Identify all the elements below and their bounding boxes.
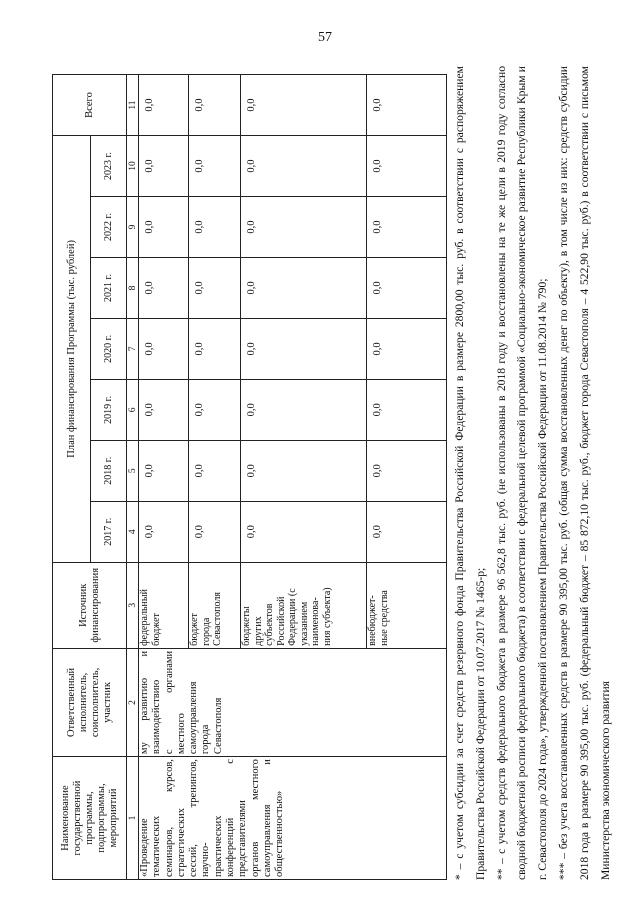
value-cell: 0,0 xyxy=(367,501,447,562)
value-cell: 0,0 xyxy=(189,257,241,318)
value-cell: 0,0 xyxy=(139,136,189,197)
row-responsible xyxy=(139,651,225,754)
value-cell: 0,0 xyxy=(367,379,447,440)
source-line: наименова- xyxy=(310,597,321,646)
value-cell: 0,0 xyxy=(139,197,189,258)
header-year: 2020 г. xyxy=(91,318,127,379)
column-number: 1 xyxy=(127,757,139,880)
value-cell: 0,0 xyxy=(139,257,189,318)
value-cell: 0,0 xyxy=(241,318,367,379)
value-cell: 0,0 xyxy=(367,197,447,258)
source-line: других xyxy=(252,616,264,646)
value-cell: 0,0 xyxy=(241,75,367,136)
value-cell: 0,0 xyxy=(189,136,241,197)
page-number: 57 xyxy=(318,30,332,45)
value-cell: 0,0 xyxy=(189,440,241,501)
value-cell: 0,0 xyxy=(139,318,189,379)
column-number: 10 xyxy=(127,136,139,197)
row-responsible-line: местного xyxy=(175,713,187,755)
source-row-federal xyxy=(139,75,189,880)
value-cell: 0,0 xyxy=(367,136,447,197)
row-name-line: самоуправления и xyxy=(261,759,273,877)
source-cell xyxy=(189,562,241,648)
value-cell: 0,0 xyxy=(139,379,189,440)
row-name-line: научно- xyxy=(200,842,212,877)
row-responsible-line: му развитию и xyxy=(139,650,150,755)
row-name-line: практических xyxy=(212,815,224,877)
row-name-line: органов местного xyxy=(249,759,261,877)
value-cell: 0,0 xyxy=(241,501,367,562)
source-line: бюджеты xyxy=(241,606,252,646)
column-number: 8 xyxy=(127,257,139,318)
value-cell: 0,0 xyxy=(367,440,447,501)
source-line: бюджет xyxy=(150,613,162,646)
header-year: 2017 г. xyxy=(91,501,127,562)
value-cell: 0,0 xyxy=(241,197,367,258)
header-year: 2019 г. xyxy=(91,379,127,440)
source-line: внебюджет- xyxy=(367,595,378,646)
row-responsible-line: взаимодействию xyxy=(151,679,163,755)
row-responsible-line: с органами xyxy=(163,650,175,755)
source-cell xyxy=(139,562,189,648)
source-line: бюджет xyxy=(189,613,200,646)
financing-table xyxy=(52,74,447,880)
row-responsible-cell xyxy=(139,648,447,756)
row-name-line: стратегических xyxy=(175,807,187,877)
source-cell xyxy=(241,562,367,648)
row-name-line: представителями xyxy=(237,800,249,877)
value-cell: 0,0 xyxy=(241,136,367,197)
value-cell: 0,0 xyxy=(139,75,189,136)
row-name-line: сессий, тренингов, xyxy=(188,759,200,877)
source-line: Федерации (с xyxy=(287,588,298,646)
row-responsible-line: Севастополя xyxy=(212,697,224,755)
value-cell: 0,0 xyxy=(139,440,189,501)
source-line: указанием xyxy=(298,601,310,646)
column-number: 7 xyxy=(127,318,139,379)
source-line: города xyxy=(200,617,212,646)
header-total: Всего xyxy=(53,75,127,136)
value-cell: 0,0 xyxy=(189,318,241,379)
header-plan: План финансирования Программы (тыс. рублей) xyxy=(53,136,91,563)
row-name-line: семинаров, курсов, xyxy=(163,759,175,877)
row-responsible-line: самоуправления xyxy=(188,681,200,755)
row-responsible-line: города xyxy=(200,724,212,755)
rotated-page-content xyxy=(52,60,612,880)
source-line: федеральный xyxy=(139,589,150,646)
column-number: 2 xyxy=(127,648,139,756)
header-year: 2022 г. xyxy=(91,197,127,258)
value-cell: 0,0 xyxy=(367,75,447,136)
source-line: Российской xyxy=(275,596,287,646)
column-number: 5 xyxy=(127,440,139,501)
value-cell: 0,0 xyxy=(241,257,367,318)
column-number: 4 xyxy=(127,501,139,562)
header-year: 2021 г. xyxy=(91,257,127,318)
footnote: *** – без учета восстановленных средств в размере 90 395,00 тыс. руб. (общая сумма восстановленных денег по объекту), в том числе из них: средств субсидии 2018 года в размере 90 395,00 тыс. руб. (федеральный бюджет – 85 872,10 тыс. руб., бюджет города Севастополя – 4 522,90 тыс. руб.) в соответствии с письмом Министерства экономического развития xyxy=(556,66,612,880)
value-cell: 0,0 xyxy=(241,440,367,501)
value-cell: 0,0 xyxy=(367,318,447,379)
column-number: 11 xyxy=(127,75,139,136)
value-cell: 0,0 xyxy=(189,197,241,258)
source-line: субъектов xyxy=(264,603,275,646)
row-name-cell xyxy=(139,757,447,880)
value-cell: 0,0 xyxy=(241,379,367,440)
row-name xyxy=(139,759,287,877)
footnote: ** – с учетом средств федерального бюджета в размере 96 562,8 тыс. руб. (не использованы в 2018 году и восстановлены на те же цели в 2019 году согласно сводной бюджетной росписи федерального бюджета) в соответствии с федеральной целевой программой «Социально-экономическое развитие Республики Крым и г. Севастополя до 2024 года», утвержденной постановлением Правительства Российской Федерации от 11.08.2014 № 790; xyxy=(494,66,550,880)
value-cell: 0,0 xyxy=(189,379,241,440)
source-line: ные средства xyxy=(378,590,390,646)
value-cell: 0,0 xyxy=(367,257,447,318)
value-cell: 0,0 xyxy=(189,75,241,136)
column-number: 6 xyxy=(127,379,139,440)
header-year: 2023 г. xyxy=(91,136,127,197)
source-line: Севастополя xyxy=(212,592,223,646)
row-name-line: конференций с xyxy=(225,759,237,877)
source-line: ния субъекта) xyxy=(321,587,333,646)
header-responsible: Ответственный исполнитель, соисполнитель, участник xyxy=(53,648,127,756)
source-cell xyxy=(367,562,447,648)
footnotes xyxy=(450,66,616,880)
row-name-line: общественностью» xyxy=(274,790,286,877)
row-name-line: «Проведение xyxy=(139,818,150,877)
value-cell: 0,0 xyxy=(139,501,189,562)
header-name: Наименование государственной программы, подпрограммы, мероприятий xyxy=(53,757,127,880)
header-source: Источник финансирования xyxy=(53,562,127,648)
row-name-line: тематических xyxy=(151,815,163,877)
footnote: * – с учетом субсидии за счет средств резервного фонда Правительства Российской Федерации в размере 2800,00 тыс. руб. в соответствии с распоряжением Правительства Российской Федерации от 10.07.2017 № 1465-р; xyxy=(453,66,487,880)
column-number: 3 xyxy=(127,562,139,648)
value-cell: 0,0 xyxy=(189,501,241,562)
column-number-row xyxy=(127,75,139,880)
column-number: 9 xyxy=(127,197,139,258)
header-year: 2018 г. xyxy=(91,440,127,501)
